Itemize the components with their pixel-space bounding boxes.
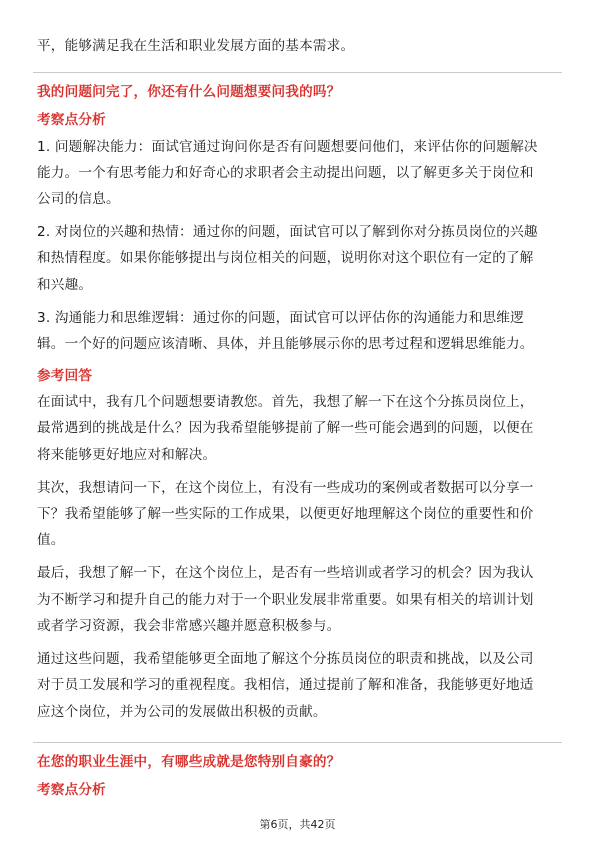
analysis-heading: 考察点分析 (37, 112, 106, 128)
answer-line: 下？我希望能够了解一些实际的工作成果，以便更好地理解这个岗位的重要性和价 (37, 506, 534, 522)
analysis-line: 1. 问题解决能力：面试官通过询问你是否有问题想要问他们，来评估你的问题解决 (37, 139, 538, 155)
answer-heading: 参考回答 (37, 368, 93, 384)
analysis-line: 能力。一个有思考能力和好奇心的求职者会主动提出问题，以了解更多关于岗位和 (37, 165, 534, 181)
page-number: 第6页，共42页 (259, 818, 336, 831)
answer-line: 最后，我想了解一下，在这个岗位上，是否有一些培训或者学习的机会？因为我认 (37, 565, 534, 581)
section-divider (33, 742, 562, 743)
answer-line: 其次，我想请问一下，在这个岗位上，有没有一些成功的案例或者数据可以分享一 (37, 480, 534, 496)
answer-line: 应这个岗位，并为公司的发展做出积极的贡献。 (37, 704, 327, 720)
analysis-line: 辑。一个好的问题应该清晰、具体，并且能够展示你的思考过程和逻辑思维能力。 (37, 336, 534, 352)
analysis-line: 公司的信息。 (37, 191, 120, 207)
answer-line: 通过这些问题，我希望能够更全面地了解这个分拣员岗位的职责和挑战，以及公司 (37, 651, 534, 667)
question-heading: 我的问题问完了，你还有什么问题想要问我的吗？ (37, 84, 341, 100)
analysis-line: 3. 沟通能力和思维逻辑：通过你的问题，面试官可以评估你的沟通能力和思维逻 (37, 310, 524, 326)
answer-line: 或者学习资源，我会非常感兴趣并愿意积极参与。 (37, 618, 341, 634)
analysis-heading: 考察点分析 (37, 782, 106, 798)
answer-line: 为不断学习和提升自己的能力对于一个职业发展非常重要。如果有相关的培训计划 (37, 592, 534, 608)
section-divider (33, 72, 562, 73)
answer-line: 最常遇到的挑战是什么？因为我希望能够提前了解一些可能会遇到的问题，以便在 (37, 420, 534, 436)
analysis-line: 和热情程度。如果你能够提出与岗位相关的问题，说明你对这个职位有一定的了解 (37, 250, 534, 266)
answer-line: 对于员工发展和学习的重视程度。我相信，通过提前了解和准备，我能够更好地适 (37, 677, 534, 693)
intro-tail-line: 平，能够满足我在生活和职业发展方面的基本需求。 (37, 38, 355, 54)
answer-line: 值。 (37, 532, 65, 548)
analysis-line: 2. 对岗位的兴趣和热情：通过你的问题，面试官可以了解到你对分拣员岗位的兴趣 (37, 224, 538, 240)
question-heading: 在您的职业生涯中，有哪些成就是您特别自豪的？ (37, 754, 341, 770)
answer-line: 将来能够更好地应对和解决。 (37, 447, 217, 463)
analysis-line: 和兴趣。 (37, 277, 93, 293)
answer-line: 在面试中，我有几个问题想要请教您。首先，我想了解一下在这个分拣员岗位上， (37, 394, 534, 410)
